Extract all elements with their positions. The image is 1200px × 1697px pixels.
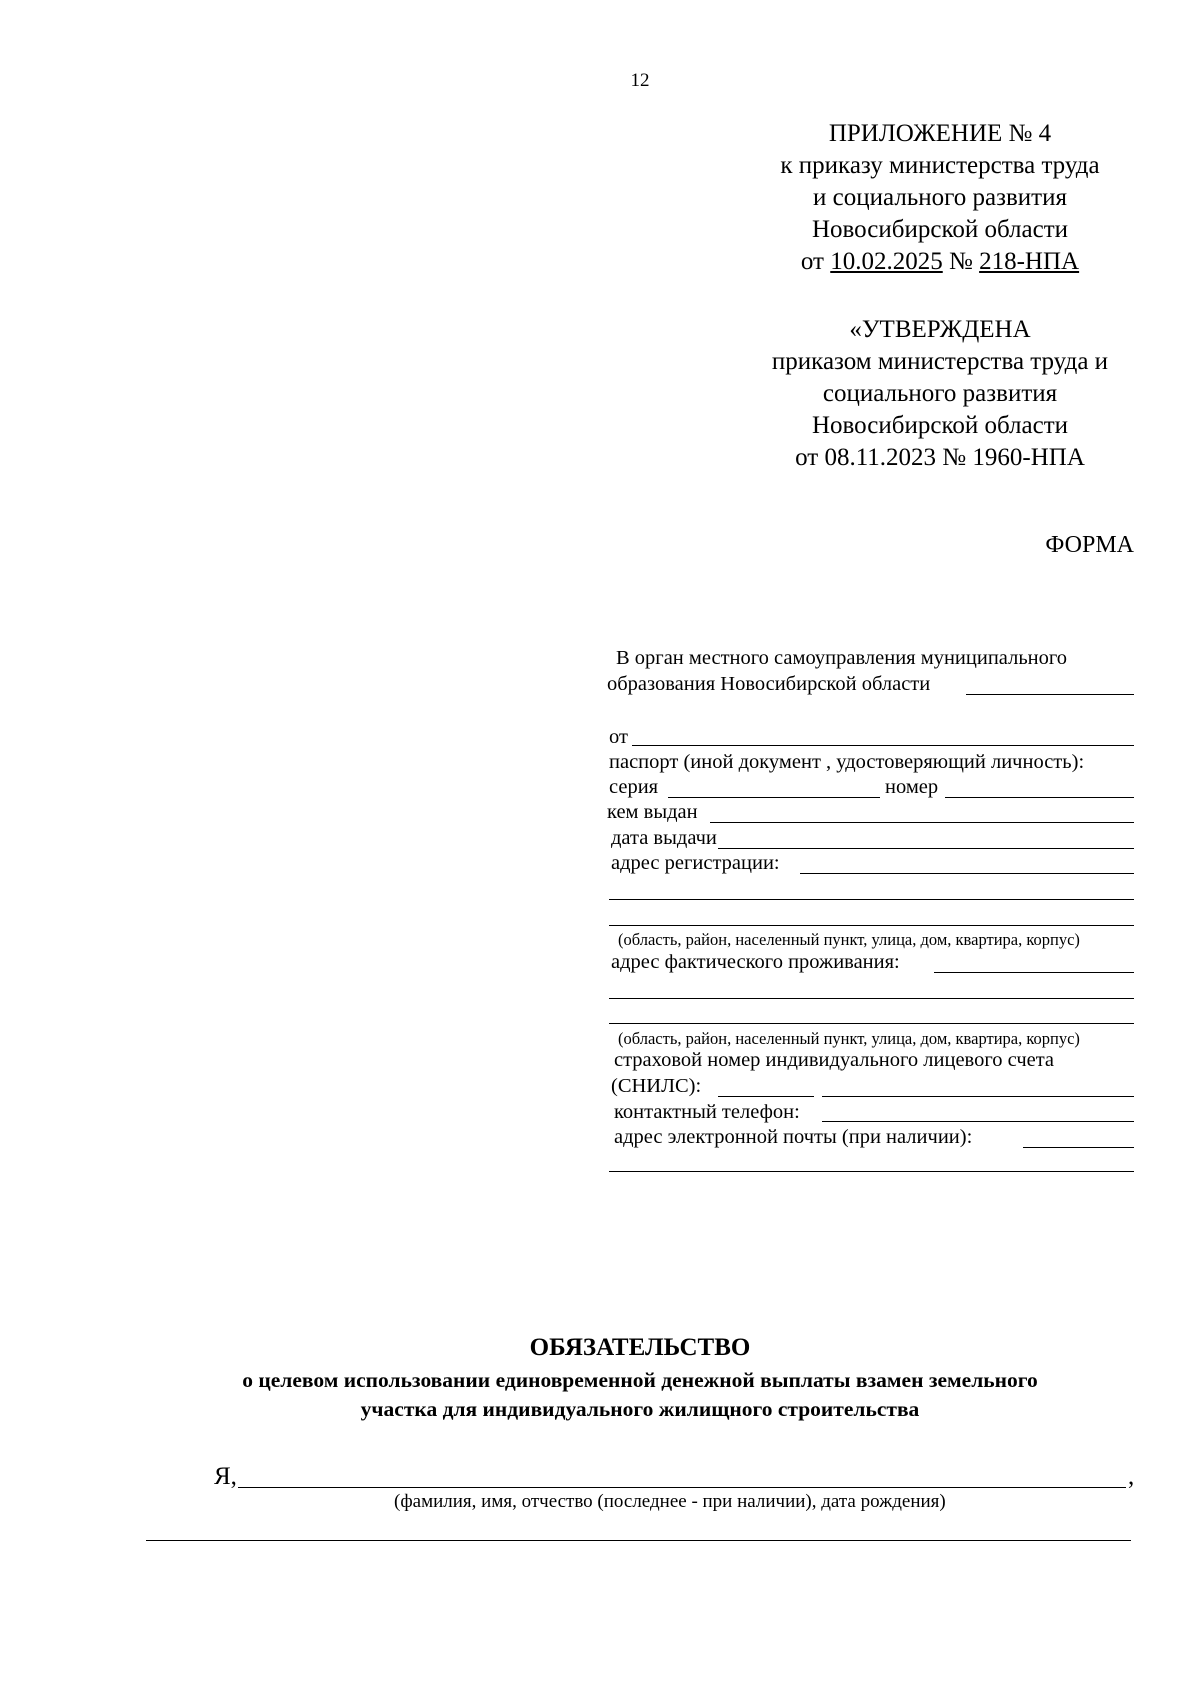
passport-label: паспорт (иной документ , удостоверяющий личность): xyxy=(609,751,1085,773)
full-name-field[interactable] xyxy=(238,1487,1126,1488)
annex-date-line xyxy=(700,246,1180,278)
actual-address-field-3[interactable] xyxy=(609,1023,1134,1024)
approved-line: приказом министерства труда и xyxy=(771,348,1109,375)
document-subtitle-1: о целевом использовании единовременной денежной выплаты взамен земельного xyxy=(242,1368,1038,1392)
approved-line: социального развития xyxy=(822,380,1058,407)
from-label: от xyxy=(609,726,628,748)
phone-field[interactable] xyxy=(822,1121,1134,1122)
number-label: номер xyxy=(885,776,939,798)
full-name-field-2[interactable] xyxy=(146,1540,1131,1541)
municipality-field[interactable] xyxy=(966,694,1134,695)
annex-date: 10.02.2025 xyxy=(830,248,943,275)
issue-date-label: дата выдачи xyxy=(611,827,717,849)
actual-address-field[interactable] xyxy=(934,972,1134,973)
series-label: серия xyxy=(609,776,659,798)
approved-block xyxy=(690,314,1190,474)
annex-number: 218-НПА xyxy=(979,248,1080,275)
actual-address-label: адрес фактического проживания: xyxy=(611,951,900,973)
reg-address-field[interactable] xyxy=(800,873,1134,874)
document-title: ОБЯЗАТЕЛЬСТВО xyxy=(529,1334,751,1361)
annex-header xyxy=(700,118,1180,278)
document-subtitle-2: участка для индивидуального жилищного строительства xyxy=(360,1397,920,1421)
approved-line: от 08.11.2023 № 1960-НПА xyxy=(795,444,1085,471)
reg-address-label: адрес регистрации: xyxy=(611,852,780,874)
actual-address-hint: (область, район, населенный пункт, улица, дом, квартира, корпус) xyxy=(618,1029,1080,1048)
annex-line: и социального развития xyxy=(813,184,1067,211)
issued-by-label: кем выдан xyxy=(607,801,698,823)
annex-line: к приказу министерства труда xyxy=(780,152,1100,179)
phone-label: контактный телефон: xyxy=(614,1101,800,1123)
comma: , xyxy=(1128,1463,1135,1490)
reg-address-field-3[interactable] xyxy=(609,925,1134,926)
addressee-line-2: образования Новосибирской области xyxy=(607,673,931,695)
from-field[interactable] xyxy=(632,745,1134,746)
form-label: ФОРМА xyxy=(1045,532,1134,558)
snils-label-1: страховой номер индивидуального лицевого счета xyxy=(614,1049,1055,1071)
email-label: адрес электронной почты (при наличии): xyxy=(614,1126,973,1148)
snils-field-2[interactable] xyxy=(822,1096,1134,1097)
full-name-hint: (фамилия, имя, отчество (последнее - при наличии), дата рождения) xyxy=(394,1491,946,1512)
reg-address-hint: (область, район, населенный пункт, улица, дом, квартира, корпус) xyxy=(618,930,1080,949)
approved-line: Новосибирской области xyxy=(811,412,1069,439)
annex-line: Новосибирской области xyxy=(811,216,1069,243)
reg-address-field-2[interactable] xyxy=(609,899,1134,900)
snils-label-2: (СНИЛС): xyxy=(611,1075,702,1097)
i-prefix: Я, xyxy=(214,1463,237,1490)
number-prefix: № xyxy=(942,248,980,275)
issue-date-field[interactable] xyxy=(718,848,1134,849)
date-prefix: от xyxy=(800,248,831,275)
email-field[interactable] xyxy=(1023,1147,1134,1148)
snils-field-1[interactable] xyxy=(718,1096,814,1097)
page-number: 12 xyxy=(630,70,650,91)
annex-title: ПРИЛОЖЕНИЕ № 4 xyxy=(828,120,1052,147)
issued-by-field[interactable] xyxy=(710,822,1134,823)
approved-title: «УТВЕРЖДЕНА xyxy=(849,316,1031,343)
series-field[interactable] xyxy=(668,797,880,798)
number-field[interactable] xyxy=(945,797,1134,798)
addressee-line-1: В орган местного самоуправления муниципального xyxy=(616,647,1068,669)
actual-address-field-2[interactable] xyxy=(609,998,1134,999)
email-field-2[interactable] xyxy=(609,1171,1134,1172)
